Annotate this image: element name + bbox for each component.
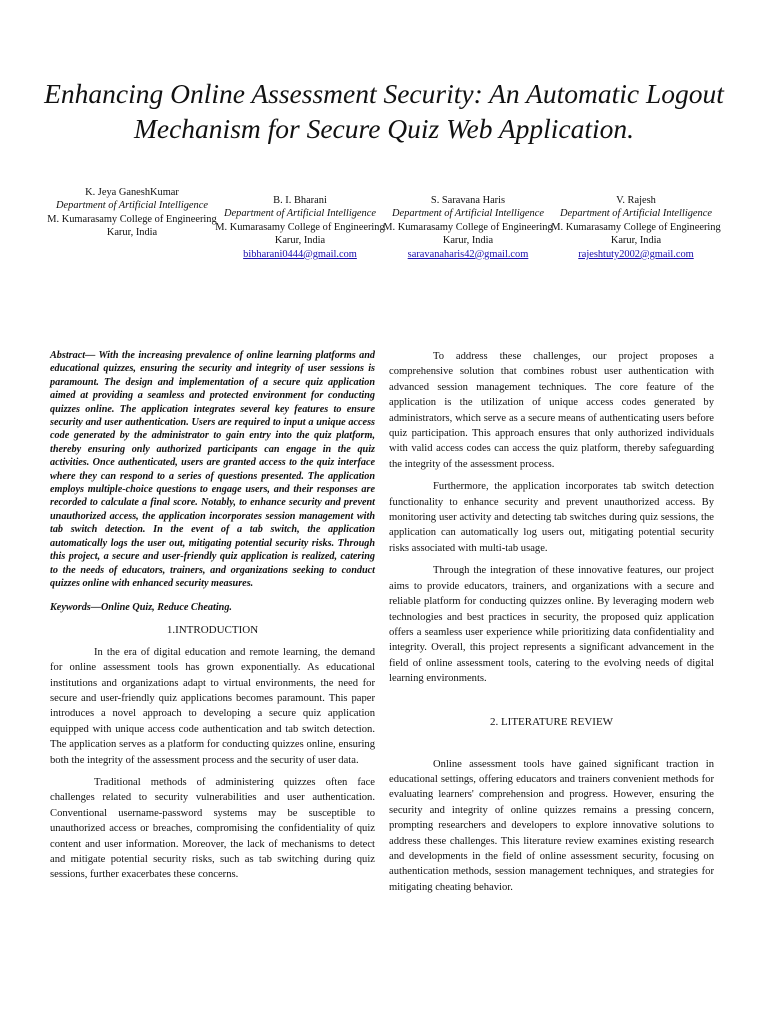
author-email-link[interactable]: saravanaharis42@gmail.com — [407, 248, 529, 260]
abstract: Abstract— With the increasing prevalence of online learning platforms and educational quizzes, ensuring the security and integrity of user sessions is paramount. The design and implementation of a secure quiz application aimed at providing a seamless and protected environment for conducting quizzes online. The application integrates several key features to ensure security and user authentication. Users are required to input a unique access code generated by the administrator to gain entry into the quiz platform, thereby ensuring only authorized participants can engage in the quiz activities. Once authenticated, users are granted access to the quiz interface where they can respond to a series of questions presented. The application employs multiple-choice questions to engage users, and their responses are recorded to calculate a final score. Notably, to enhance security and prevent unauthorized access, the application incorporates session management with tab switch detection. In the event of a tab switch, the application automatically logs the user out, mitigating potential security risks. Through this project, a secure and user-friendly quiz application is realized, catering to the needs of educators, trainers, and organizations seeking to conduct quizzes online with enhanced security measures. — [50, 350, 375, 589]
author-college: M. Kumarasamy College of Engineering — [551, 221, 721, 233]
literature-review-paragraph: Online assessment tools have gained significant traction in educational settings, offering educators and trainers convenient methods for evaluating learners' comprehension and progress. However, ensuring the security and integrity of online quizzes remains a pressing concern, prompting researchers and developers to explore innovative solutions to address these challenges. This literature review examines existing research and developments in the field of online assessment security, focusing on authentication methods, session management techniques, and strategies for mitigating cheating behavior. — [389, 758, 714, 893]
author-block-2 — [215, 194, 385, 261]
author-department: Department of Artificial Intelligence — [560, 208, 712, 220]
right-column — [389, 349, 714, 895]
author-block-4 — [551, 194, 721, 261]
body-paragraph: Through the integration of these innovative features, our project aims to provide educators, trainers, and organizations with a secure and reliable platform for conducting quizzes online. By leveraging modern web technologies and best practices in security, the proposed quiz application offers a seamless user experience while prioritizing data confidentiality and integrity. Overall, this project represents a significant advancement in the field of online assessment tools, catering to the evolving needs of digital learning environments. — [389, 565, 714, 685]
author-college: M. Kumarasamy College of Engineering — [383, 221, 553, 233]
author-block-3 — [383, 194, 553, 261]
author-location: Karur, India — [442, 235, 494, 247]
keywords: Keywords—Online Quiz, Reduce Cheating. — [50, 602, 232, 614]
section-heading-introduction: 1.INTRODUCTION — [166, 623, 259, 636]
author-department: Department of Artificial Intelligence — [56, 200, 208, 212]
body-paragraph: Furthermore, the application incorporates tab switch detection functionality to enhance security and prevent unauthorized access. By monitoring user activity and detecting tab switches during quiz sessions, the application can automatically log users out, mitigating potential security risks associated with multi-tab usage. — [389, 481, 714, 554]
author-department: Department of Artificial Intelligence — [392, 208, 544, 220]
author-location: Karur, India — [274, 235, 326, 247]
paper-title: Enhancing Online Assessment Security: An Automatic Logout Mechanism for Secure Quiz Web Application. — [44, 78, 724, 144]
author-name: K. Jeya GaneshKumar — [85, 187, 179, 198]
section-heading-literature-review: 2. LITERATURE REVIEW — [489, 715, 614, 728]
author-location: Karur, India — [106, 227, 158, 239]
author-college: M. Kumarasamy College of Engineering — [47, 213, 217, 225]
author-name: S. Saravana Haris — [430, 195, 506, 206]
left-column — [50, 349, 375, 883]
author-email-link[interactable]: bibharani0444@gmail.com — [243, 248, 357, 260]
introduction-paragraph: In the era of digital education and remote learning, the demand for online assessment tools has grown exponentially. As educational institutions and organizations adapt to virtual environments, the need for secure and user-friendly quiz applications becomes paramount. This paper introduces a novel approach to developing a secure quiz application equipped with unique access code authentication and tab switch detection. The application serves as a platform for conducting quizzes online, ensuring both the integrity of the assessment process and the security of user data. — [50, 646, 375, 766]
body-paragraph: To address these challenges, our project proposes a comprehensive solution that combines robust user authentication with advanced session management techniques. The core feature of the application is the utilization of unique access codes generated by administrators, which serve as a secure means of authenticating users before quiz participation. This approach ensures that only authorized individuals with valid access codes can access the quiz platform, thereby safeguarding the integrity of the assessment process. — [389, 351, 714, 470]
author-college: M. Kumarasamy College of Engineering — [215, 221, 385, 233]
author-department: Department of Artificial Intelligence — [224, 208, 376, 220]
author-block-1 — [47, 186, 217, 240]
author-name: V. Rajesh — [616, 195, 656, 206]
introduction-paragraph: Traditional methods of administering quizzes often face challenges related to security vulnerabilities and user authentication. Conventional username-password systems may be susceptible to unauthorized access or breaches, compromising the confidentiality of quiz content and user information. Moreover, the lack of mechanisms to detect and mitigate potential security risks, such as tab switching during quiz sessions, further exacerbates these concerns. — [50, 776, 375, 881]
author-email-link[interactable]: rajeshtuty2002@gmail.com — [578, 248, 694, 260]
author-location: Karur, India — [610, 235, 662, 247]
author-name: B. I. Bharani — [273, 195, 327, 206]
